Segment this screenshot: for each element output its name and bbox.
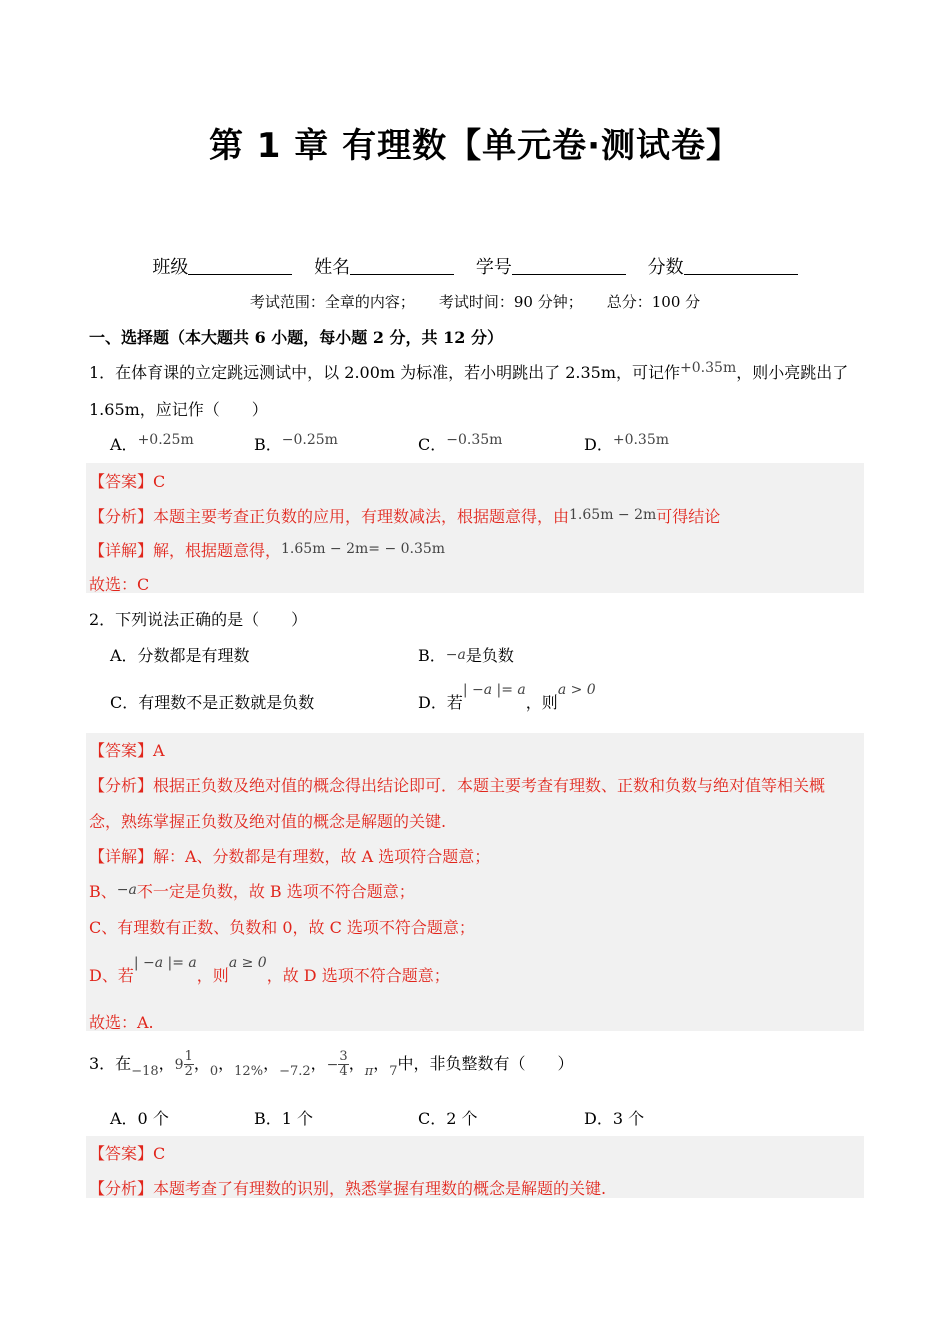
q2-detail-line4: D、若| −a |= a，则a ≥ 0，故 D 选项不符合题意； [89, 955, 450, 985]
q2-analysis-line2: 念，熟练掌握正负数及绝对值的概念是解题的关键. [89, 812, 447, 831]
question-1-stem: 1．在体育课的立定跳远测试中，以 2.00m 为标准，若小明跳出了 2.35m，可记作+0.35m，则小亮跳出了 [89, 360, 849, 382]
page-title: 第 1 章 有理数【单元卷·测试卷】 [208, 126, 742, 166]
q3-answer: 【答案】C [89, 1144, 166, 1163]
q1-option-b[interactable]: B．−0.25m [254, 432, 338, 454]
student-info-line [0, 253, 950, 279]
score-field[interactable]: 分数 [648, 257, 798, 278]
question-1-stem-cont: 1.65m，应记作（ ） [89, 400, 268, 419]
q3-analysis: 【分析】本题考查了有理数的识别，熟悉掌握有理数的概念是解题的关键. [89, 1179, 607, 1198]
q2-analysis-line1: 【分析】根据正负数及绝对值的概念得出结论即可．本题主要考查有理数、正数和负数与绝对值等相关概 [89, 776, 826, 795]
q2-answer: 【答案】A [89, 741, 165, 760]
q1-answer: 【答案】C [89, 472, 166, 491]
q2-option-d[interactable]: D．若| −a |= a，则a > 0 [418, 682, 596, 712]
q2-solution-box [86, 733, 864, 1031]
section-heading: 一、选择题（本大题共 6 小题，每小题 2 分，共 12 分） [89, 328, 503, 347]
q2-option-a[interactable]: A．分数都是有理数 [110, 646, 250, 665]
q3-option-d[interactable]: D．3 个 [584, 1109, 645, 1128]
q3-option-b[interactable]: B．1 个 [254, 1109, 314, 1128]
q1-solution-box [86, 463, 864, 593]
q2-option-b[interactable]: B．−a是负数 [418, 646, 514, 665]
q3-option-c[interactable]: C．2 个 [418, 1109, 478, 1128]
q1-detail: 【详解】解，根据题意得，1.65m − 2m= − 0.35m [89, 541, 446, 560]
q1-option-d[interactable]: D．+0.35m [584, 432, 670, 454]
q1-option-a[interactable]: A．+0.25m [110, 432, 194, 454]
q2-detail-line1: 【详解】解：A、分数都是有理数，故 A 选项符合题意； [89, 847, 491, 866]
exam-scope: 考试范围：全章的内容； 考试时间：90 分钟； 总分：100 分 [249, 293, 701, 311]
question-3-stem: 3．在$_{-18}$，9 $\frac{1}{2}$ ，$_0$，$_{12\%}$，$_{-7.2}$，− $\frac{3}{4}$ ，$_\pi$，$_7$中，非负整数有（ ） [89, 1049, 574, 1079]
student-id-field[interactable]: 学号 [476, 257, 626, 278]
q2-detail-line3: C、有理数有正数、负数和 0，故 C 选项不符合题意； [89, 918, 475, 937]
q1-analysis: 【分析】本题主要考查正负数的应用，有理数减法，根据题意得，由1.65m − 2m可得结论 [89, 507, 721, 526]
q2-option-c[interactable]: C．有理数不是正数就是负数 [110, 693, 315, 712]
class-field[interactable]: 班级 [152, 257, 292, 278]
fraction-three-quarters: $\frac{3}{4}$ [339, 1049, 348, 1079]
fraction-one-half: $\frac{1}{2}$ [184, 1049, 193, 1079]
q1-option-c[interactable]: C．−0.35m [418, 432, 503, 454]
q1-choice: 故选：C [89, 575, 150, 594]
q3-option-a[interactable]: A．0 个 [110, 1109, 169, 1128]
q2-detail-line2: B、−a不一定是负数，故 B 选项不符合题意； [89, 882, 415, 901]
question-2-stem: 2．下列说法正确的是（ ） [89, 610, 308, 629]
name-field[interactable]: 姓名 [314, 257, 454, 278]
q2-choice: 故选：A. [89, 1013, 154, 1032]
q3-solution-box [86, 1136, 864, 1198]
